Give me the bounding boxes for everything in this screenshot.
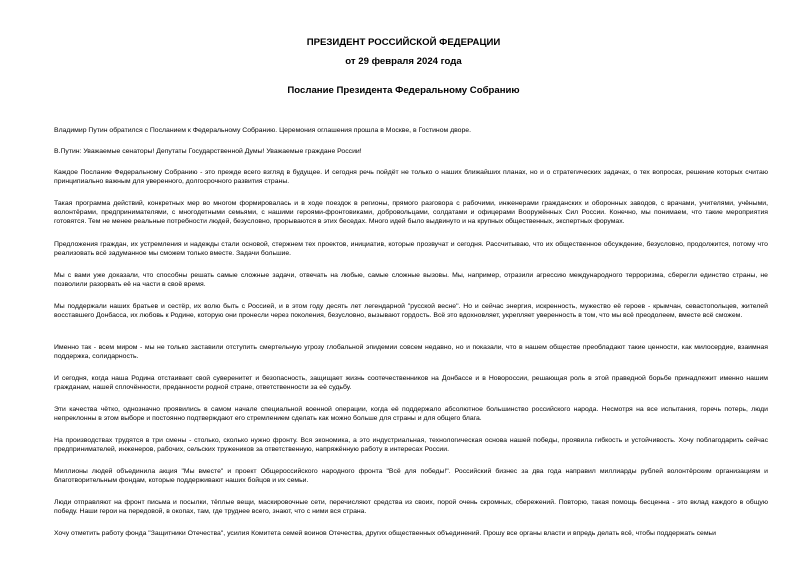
document-issuer: ПРЕЗИДЕНТ РОССИЙСКОЙ ФЕДЕРАЦИИ: [306, 37, 501, 48]
paragraph-intro: Владимир Путин обратился с Посланием к Федеральному Собранию. Церемония оглашения прошла в Москве, в Гостином дворе.: [54, 127, 471, 134]
paragraph: Каждое Послание Федеральному Собранию - это прежде всего взгляд в будущее. И сегодня речь пойдёт не только о наших ближайших планах, но и о стратегических задачах, о тех вопросах, решение которых считаю принципиально важным для уверенного, долгосрочного развития страны.: [54, 169, 768, 186]
paragraph-greeting: В.Путин: Уважаемые сенаторы! Депутаты Государственной Думы! Уважаемые граждане России!: [54, 148, 362, 155]
paragraph: Предложения граждан, их устремления и надежды стали основой, стержнем тех проектов, инициатив, которые прозвучат и сегодня. Рассчитываю, что их общественное обсуждение, безусловно, продолжится, потому что реализовать всё задуманное мы сможем только вместе. Задачи большие.: [54, 241, 768, 258]
paragraph: На производствах трудятся в три смены - столько, сколько нужно фронту. Вся экономика, а это индустриальная, технологическая основа нашей победы, проявила гибкость и устойчивость. Хочу поблагодарить сейчас предпринимателей, инженеров, рабочих, сельских тружеников за ответственную, напряжённую работу в интересах России.: [54, 437, 768, 454]
paragraph: Миллионы людей объединила акция "Мы вместе" и проект Общероссийского народного фронта "Всё для победы!". Российский бизнес за два года направил миллиарды рублей волонтёрским организациям и благотворительным фондам, которые поддерживают наших бойцов и их семьи.: [54, 468, 768, 485]
document-title: Послание Президента Федеральному Собранию: [287, 85, 520, 96]
paragraph: Именно так - всем миром - мы не только заставили отступить смертельную угрозу глобальной эпидемии совсем недавно, но и показали, что в нашем обществе преобладают такие ценности, как милосердие, взаимная поддержка, солидарность.: [54, 344, 768, 361]
paragraph: Мы с вами уже доказали, что способны решать самые сложные задачи, отвечать на любые, самые сложные вызовы. Мы, например, отразили агрессию международного терроризма, сберегли единство страны, не позволили разорвать её на части в своё время.: [54, 272, 768, 289]
paragraph: Люди отправляют на фронт письма и посылки, тёплые вещи, маскировочные сети, перечисляют средства из своих, порой очень скромных, сбережений. Повторю, такая помощь бесценна - это вклад каждого в общую победу. Наши герои на передовой, в окопах, там, где труднее всего, знают, что с ними вся страна.: [54, 499, 768, 516]
paragraph: Мы поддержали наших братьев и сестёр, их волю быть с Россией, и в этом году десять лет легендарной "русской весне". Но и сейчас энергия, искренность, мужество её героев - крымчан, севастопольцев, жителей восставшего Донбасса, их любовь к Родине, которую они пронесли через поколения, безусловно, вызывают гордость. Всё это вдохновляет, укрепляет уверенность в том, что мы всё преодолеем, вместе всё сможем.: [54, 303, 768, 320]
document-date: от 29 февраля 2024 года: [345, 56, 462, 67]
paragraph: И сегодня, когда наша Родина отстаивает свой суверенитет и безопасность, защищает жизнь соотечественников на Донбассе и в Новороссии, решающая роль в этой праведной борьбе принадлежит именно нашим гражданам, нашей сплочённости, преданности родной стране, ответственности за её судьбу.: [54, 375, 768, 392]
paragraph: Такая программа действий, конкретных мер во многом формировалась и в ходе поездок в регионы, прямого разговора с рабочими, инженерами гражданских и оборонных заводов, с врачами, учителями, учёными, волонтёрами, предпринимателями, с многодетными семьями, с нашими героями-фронтовиками, добровольцами, солдатами и офицерами Вооружённых Сил России. Конечно, мы понимаем, что такие мероприятия готовятся. Тем не менее реальные потребности людей, безусловно, прорываются в этих беседах. Много идей было выдвинуто и на крупных общественных, экспертных форумах.: [54, 200, 768, 226]
paragraph-truncated: Хочу отметить работу фонда "Защитники Отечества", усилия Комитета семей воинов Отечества, других общественных объединений. Прошу все органы власти и впредь делать всё, чтобы поддержать семьи: [54, 530, 716, 537]
paragraph: Эти качества чётко, однозначно проявились в самом начале специальной военной операции, когда её поддержало абсолютное большинство российского народа. Несмотря на все испытания, горечь потерь, люди непреклонны в этом выборе и постоянно подтверждают его стремлением сделать как можно больше для страны и для общего блага.: [54, 406, 768, 423]
